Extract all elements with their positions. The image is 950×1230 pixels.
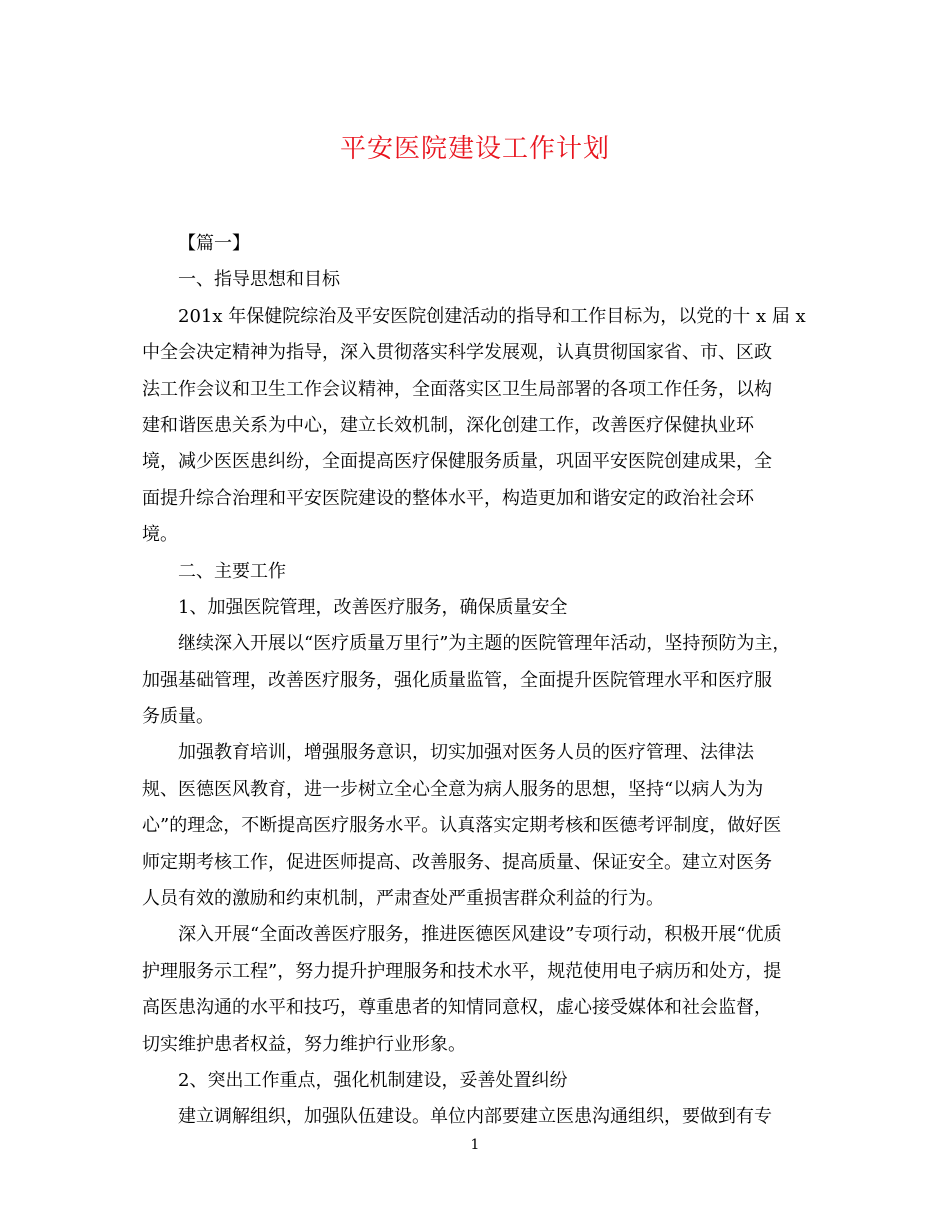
paragraph-line: 法工作会议和卫生工作会议精神，全面落实区卫生局部署的各项工作任务，以构 (142, 378, 772, 400)
paragraph-line: 境，减少医医患纠纷，全面提高医疗保健服务质量，巩固平安医院创建成果，全 (142, 451, 772, 473)
heading-main-work: 二、主要工作 (178, 560, 286, 582)
paragraph-line: 中全会决定精神为指导，深入贯彻落实科学发展观，认真贯彻国家省、市、区政 (142, 342, 772, 364)
paragraph-line: 务质量。 (142, 706, 214, 728)
paragraph-line: 继续深入开展以“医疗质量万里行”为主题的医院管理年活动，坚持预防为主， (178, 633, 791, 655)
heading-guiding-ideology: 一、指导思想和目标 (178, 269, 340, 291)
page-number: 1 (470, 1137, 480, 1153)
paragraph-line: 规、医德医风教育，进一步树立全心全意为病人服务的思想，坚持“以病人为为 (142, 778, 764, 800)
paragraph-line: 心”的理念，不断提高医疗服务水平。认真落实定期考核和医德考评制度，做好医 (142, 815, 782, 837)
paragraph-line: 建和谐医患关系为中心，建立长效机制，深化创建工作，改善医疗保健执业环 (142, 414, 754, 436)
paragraph-line: 加强基础管理，改善医疗服务，强化质量监管，全面提升医院管理水平和医疗服 (142, 669, 772, 691)
paragraph-line: 面提升综合治理和平安医院建设的整体水平，构造更加和谐安定的政治社会环 (142, 487, 754, 509)
paragraph-line: 建立调解组织，加强队伍建设。单位内部要建立医患沟通组织，要做到有专 (178, 1106, 772, 1128)
paragraph-line: 深入开展“全面改善医疗服务，推进医德医风建设”专项行动，积极开展“优质 (178, 924, 782, 946)
paragraph-line: 加强教育培训，增强服务意识，切实加强对医务人员的医疗管理、法律法 (178, 742, 754, 764)
paragraph-line: 切实维护患者权益，努力维护行业形象。 (142, 1033, 466, 1055)
subheading-hospital-management: 1、加强医院管理，改善医疗服务，确保质量安全 (178, 596, 568, 618)
paragraph-line: 境。 (142, 524, 178, 546)
paragraph-line: 201x 年保健院综治及平安医院创建活动的指导和工作目标为，以党的十 x 届 x (178, 305, 806, 327)
document-title: 平安医院建设工作计划 (339, 134, 610, 164)
subheading-key-work: 2、突出工作重点，强化机制建设，妥善处置纠纷 (178, 1069, 568, 1091)
document-body (142, 226, 806, 1136)
paragraph-line: 护理服务示工程”，努力提升护理服务和技术水平，规范使用电子病历和处方，提 (142, 960, 782, 982)
paragraph-line: 高医患沟通的水平和技巧，尊重患者的知情同意权，虚心接受媒体和社会监督， (142, 997, 772, 1019)
paragraph-line: 人员有效的激励和约束机制，严肃查处严重损害群众利益的行为。 (142, 888, 664, 910)
section-heading: 【篇一】 (178, 233, 250, 254)
paragraph-line: 师定期考核工作，促进医师提高、改善服务、提高质量、保证安全。建立对医务 (142, 851, 772, 873)
